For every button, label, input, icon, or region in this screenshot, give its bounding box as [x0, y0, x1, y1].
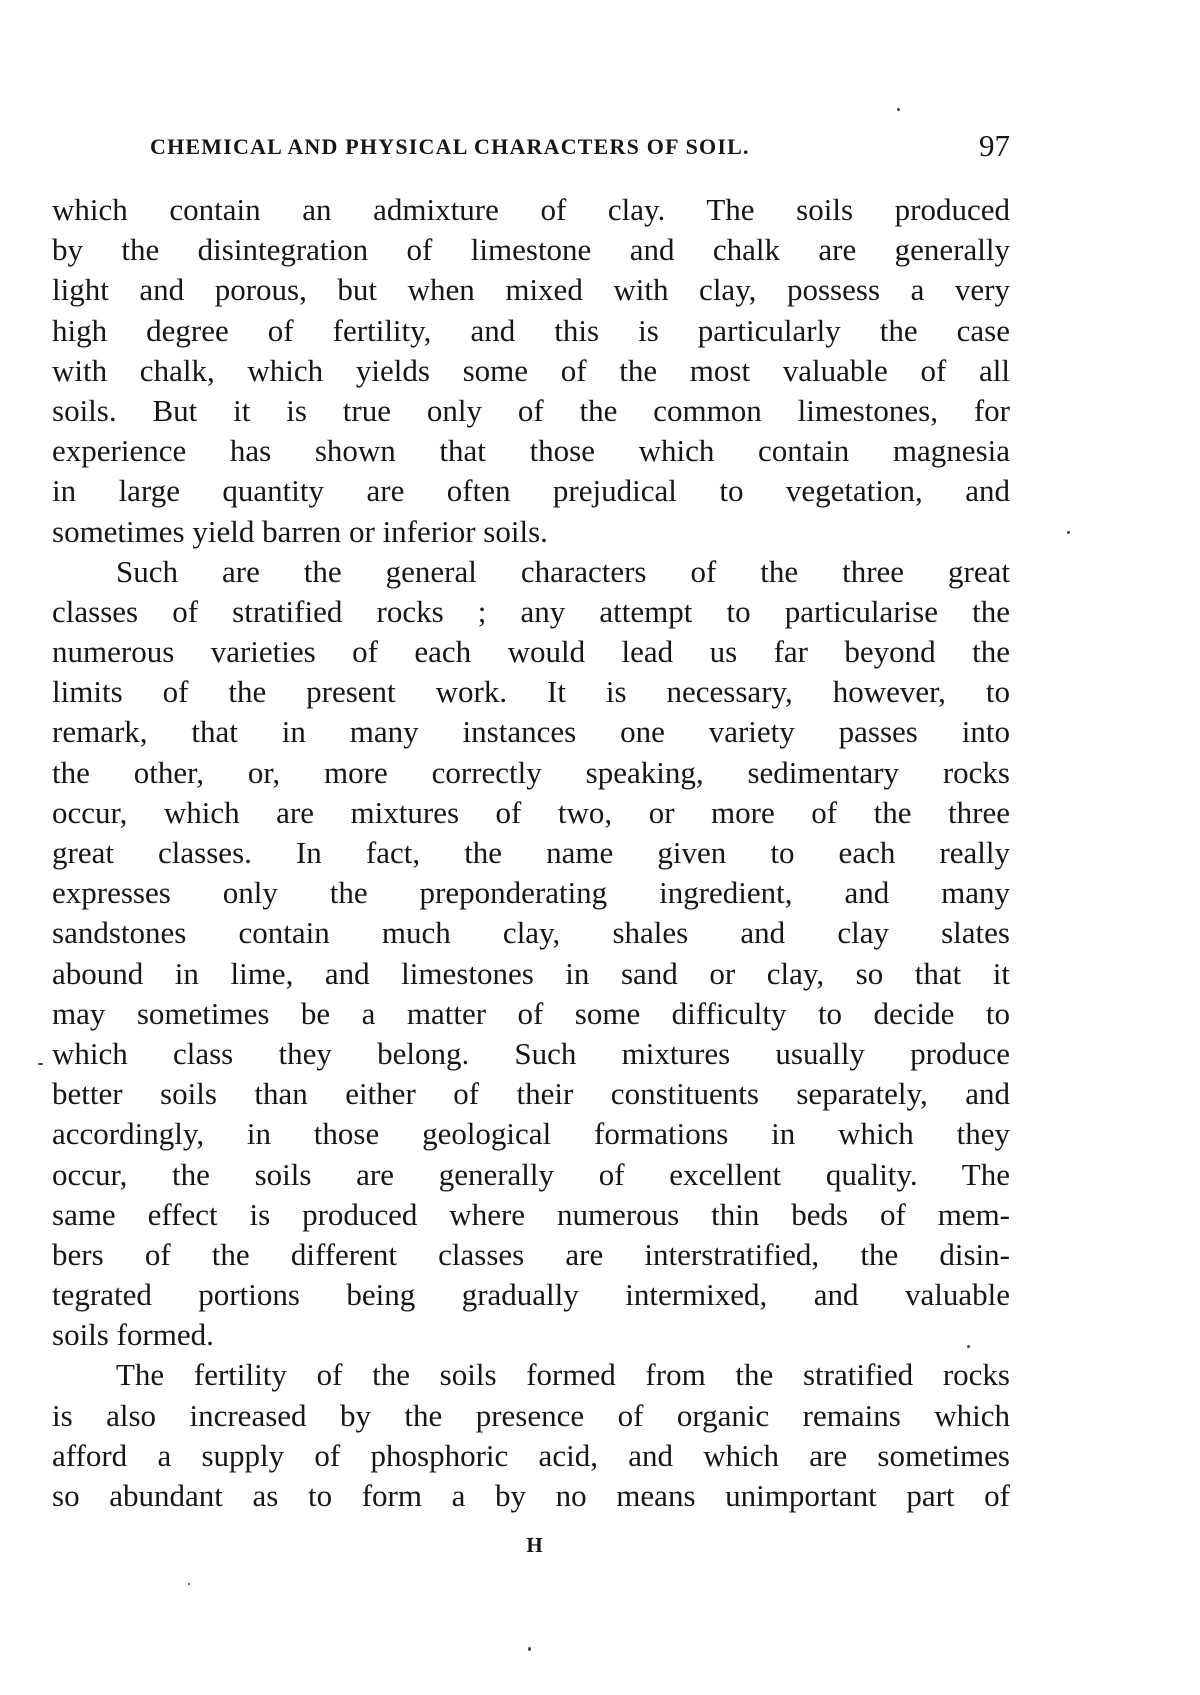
- text-line: experience has shown that those which contain magnesia: [52, 433, 1010, 469]
- paragraph-2: [52, 552, 1010, 1356]
- text-line: bers of the different classes are interstratified, the disin-: [52, 1236, 1010, 1272]
- text-line: accordingly, in those geological formations in which they: [52, 1116, 1010, 1152]
- paragraph-1: [52, 190, 1010, 552]
- text-line: limits of the present work. It is necessary, however, to: [52, 674, 1010, 710]
- running-title: CHEMICAL AND PHYSICAL CHARACTERS OF SOIL.: [150, 134, 750, 159]
- text-line: occur, which are mixtures of two, or more of the three: [52, 794, 1010, 830]
- text-line: may sometimes be a matter of some difficulty to decide to: [52, 995, 1010, 1031]
- dust-speck: [38, 1063, 43, 1065]
- text-line: better soils than either of their constituents separately, and: [52, 1076, 1010, 1112]
- signature-mark: H: [526, 1533, 544, 1557]
- text-line: same effect is produced where numerous thin beds of mem-: [52, 1196, 1010, 1232]
- text-line: Such are the general characters of the three great: [116, 553, 1010, 589]
- text-line: soils. But it is true only of the common limestones, for: [52, 392, 1010, 428]
- text-line: afford a supply of phosphoric acid, and which are sometimes: [52, 1437, 1010, 1473]
- dust-speck: [1067, 531, 1070, 534]
- text-line: light and porous, but when mixed with clay, possess a very: [52, 272, 1010, 308]
- text-line: so abundant as to form a by no means unimportant part of: [52, 1478, 1010, 1513]
- body-text: [52, 190, 1010, 1516]
- text-line: abound in lime, and limestones in sand or clay, so that it: [52, 955, 1010, 991]
- text-line: which contain an admixture of clay. The soils produced: [52, 192, 1010, 227]
- text-line: the other, or, more correctly speaking, sedimentary rocks: [52, 754, 1010, 790]
- text-line: expresses only the preponderating ingredient, and many: [52, 875, 1010, 911]
- text-line: tegrated portions being gradually intermixed, and valuable: [52, 1277, 1010, 1313]
- text-line: sandstones contain much clay, shales and clay slates: [52, 915, 1010, 951]
- dust-speck: [897, 108, 900, 111]
- text-line: which class they belong. Such mixtures usually produce: [52, 1035, 1010, 1071]
- text-line: in large quantity are often prejudical to vegetation, and: [52, 473, 1010, 509]
- text-line: remark, that in many instances one variety passes into: [52, 714, 1010, 750]
- dust-speck: [528, 1647, 531, 1651]
- text-line: The fertility of the soils formed from the stratified rocks: [116, 1357, 1010, 1393]
- text-line: is also increased by the presence of organic remains which: [52, 1397, 1010, 1433]
- running-head: [150, 128, 1010, 164]
- page-number: 97: [979, 128, 1010, 163]
- text-line: classes of stratified rocks ; any attempt to particularise the: [52, 593, 1010, 629]
- text-line: soils formed.: [52, 1317, 214, 1353]
- text-line: sometimes yield barren or inferior soils.: [52, 513, 548, 549]
- text-line: with chalk, which yields some of the most valuable of all: [52, 352, 1010, 388]
- paragraph-3: [52, 1355, 1010, 1516]
- text-line: by the disintegration of limestone and chalk are generally: [52, 232, 1010, 268]
- dust-speck: [967, 1345, 970, 1348]
- text-line: occur, the soils are generally of excellent quality. The: [52, 1156, 1010, 1192]
- text-line: great classes. In fact, the name given to each really: [52, 835, 1010, 870]
- text-line: high degree of fertility, and this is particularly the case: [52, 312, 1010, 348]
- dust-speck: [188, 1583, 190, 1585]
- text-line: numerous varieties of each would lead us far beyond the: [52, 634, 1010, 670]
